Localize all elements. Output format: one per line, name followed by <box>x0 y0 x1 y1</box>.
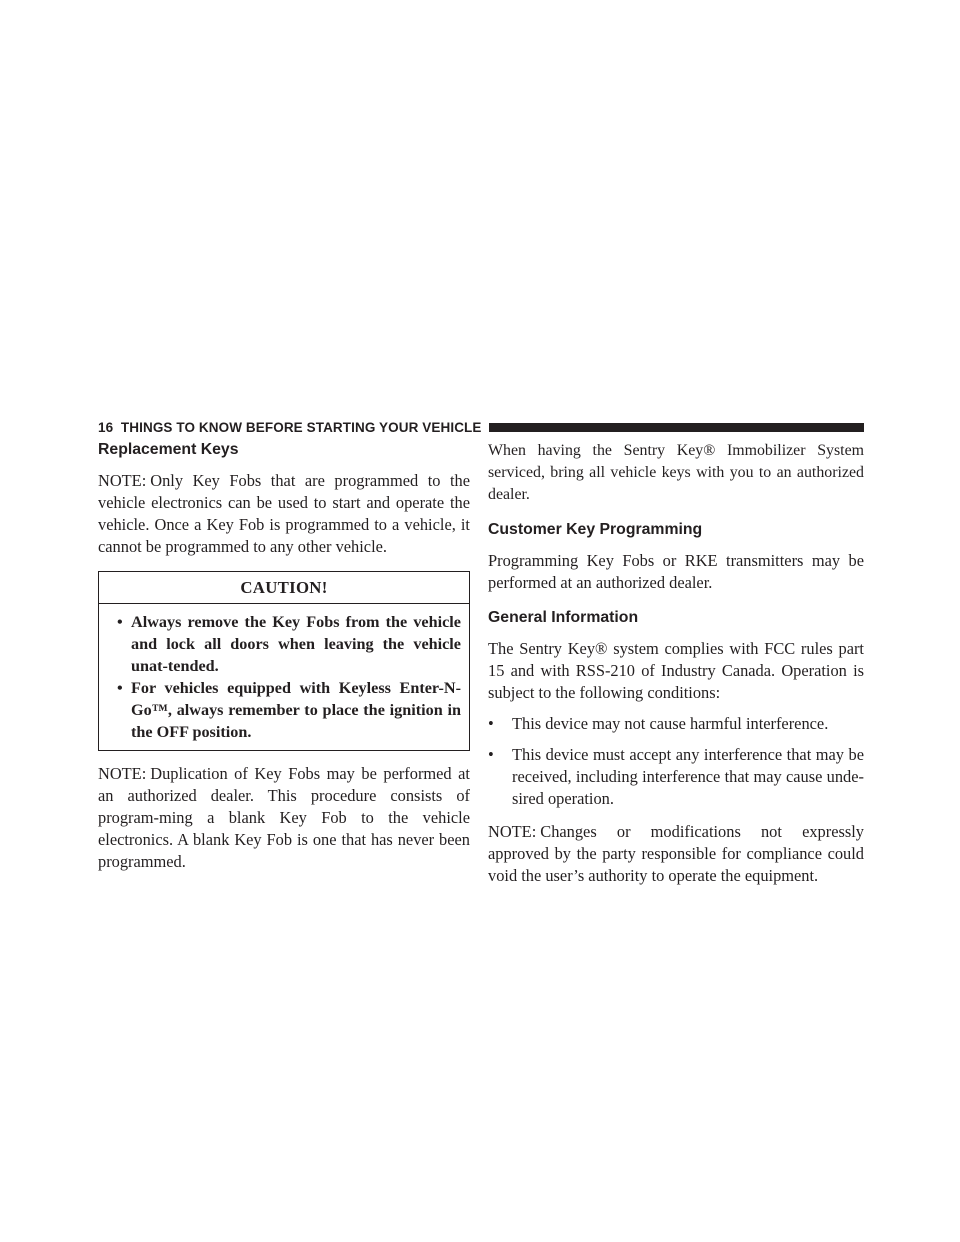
caution-item-text: Always remove the Key Fobs from the vehicle and lock all doors when leaving the vehicle unat-tended. <box>131 613 461 675</box>
customer-key-programming-heading: Customer Key Programming <box>488 521 703 538</box>
caution-item <box>107 677 461 743</box>
right-column <box>488 440 864 887</box>
note-label: NOTE: <box>488 822 537 841</box>
caution-box <box>98 571 470 751</box>
note-text: Changes or modifications not expressly approved by the party responsible for compliance could void the user’s authority to operate the equipment. <box>488 822 864 885</box>
note-paragraph-2 <box>98 763 470 873</box>
bullet-icon: • <box>488 714 494 733</box>
header-rule <box>489 423 865 432</box>
caution-item <box>107 611 461 677</box>
replacement-keys-heading: Replacement Keys <box>98 441 239 458</box>
general-information-heading: General Information <box>488 609 639 626</box>
note-label: NOTE: <box>98 471 147 490</box>
note-paragraph-1 <box>98 470 470 558</box>
bullet-icon: • <box>117 679 123 697</box>
note-text: Duplication of Key Fobs may be performed at an authorized dealer. This procedure consists of program-ming a blank Key Fob to the vehicle electronics. A blank Key Fob is one that has never been programmed. <box>98 764 470 871</box>
page-header-text <box>98 420 482 435</box>
customer-key-programming-text: Programming Key Fobs or RKE transmitters may be performed at an authorized dealer. <box>488 551 864 592</box>
list-item <box>488 744 864 810</box>
general-information-section <box>488 608 864 887</box>
customer-key-programming-section <box>488 520 864 594</box>
bullet-icon: • <box>488 745 494 764</box>
list-item-text: This device may not cause harmful interference. <box>512 714 829 733</box>
list-item-text: This device must accept any interference that may be received, including interference that may cause unde-sired operation. <box>512 745 864 808</box>
note-paragraph-3 <box>488 821 864 887</box>
page-number: 16 <box>98 419 114 435</box>
note-text: Only Key Fobs that are programmed to the vehicle electronics can be used to start and operate the vehicle. Once a Key Fob is programmed to a vehicle, it cannot be programmed to any other vehicle. <box>98 471 470 556</box>
chapter-title: THINGS TO KNOW BEFORE STARTING YOUR VEHICLE <box>120 419 482 435</box>
intro-paragraph: When having the Sentry Key® Immobilizer System serviced, bring all vehicle keys with you to an authorized dealer. <box>488 442 864 503</box>
bullet-icon: • <box>117 613 123 631</box>
caution-item-text: For vehicles equipped with Keyless Enter-N-Go™, always remember to place the ignition in the OFF position. <box>131 679 461 741</box>
note-label: NOTE: <box>98 764 147 783</box>
page-header <box>98 417 864 437</box>
caution-body <box>99 604 469 750</box>
caution-title: CAUTION! <box>99 572 469 604</box>
left-column <box>98 440 470 873</box>
general-information-text: The Sentry Key® system complies with FCC rules part 15 and with RSS-210 of Industry Canada. Operation is subject to the following conditions: <box>488 639 864 702</box>
list-item <box>488 713 864 735</box>
